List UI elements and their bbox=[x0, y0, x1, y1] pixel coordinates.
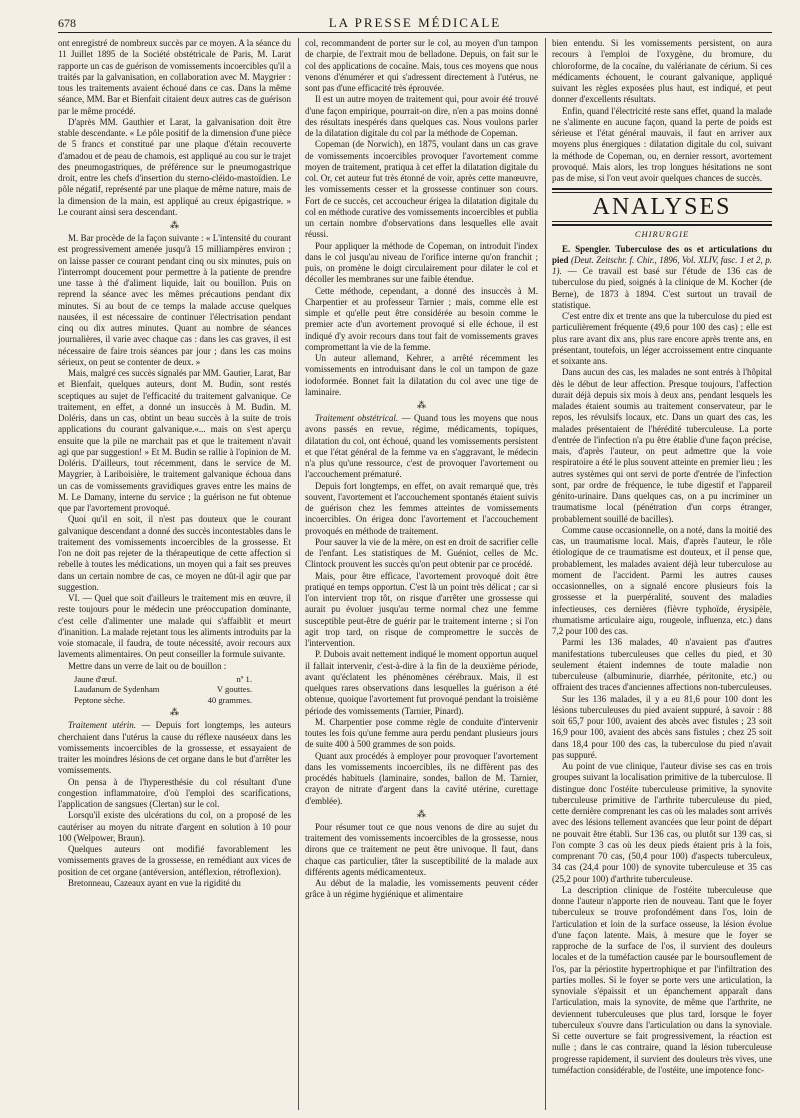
paragraph: Sur les 136 malades, il y a eu 81,6 pour 100 dont les lésions tuberculeuses du pied avaient suppuré, à savoir : 88 soit 65,7 pour 100, avaient des abcès avec fistules ; 23 soit 16,9 pour 100, avaient des abcès sans fistules ; chez 25 soit dans 18,4 pour 100 des cas, la tuberculose du pied n'avait pas suppuré. bbox=[552, 693, 772, 760]
banner-title: ANALYSES bbox=[552, 192, 772, 222]
paragraph bbox=[305, 413, 538, 481]
journal-title: LA PRESSE MÉDICALE bbox=[328, 15, 502, 30]
reference-summary: — Ce travail est basé sur l'étude de 136 cas de tuberculose du pied, soignés à la clinique de M. Kocher (de Berne), de 1873 à 1894. C'est surtout un travail de statistique. bbox=[552, 266, 772, 310]
recipe-ingredient: Laudanum de Sydenham bbox=[74, 684, 160, 695]
asterism-separator: ⁂ bbox=[170, 707, 179, 718]
asterism-separator: ⁂ bbox=[417, 400, 426, 410]
column-2 bbox=[305, 38, 538, 1113]
paragraph: Au point de vue clinique, l'auteur divise ses cas en trois groupes suivant la localisation primitive de la tuberculose. Il distingue donc l'ostéite tuberculeuse primitive, la synovite tuberculeuse primitive de l'arthrite tuberculeuse du pied, cette dernière comprenant les cas où les malades sont arrivés avec des lésions tellement avancées que leur point de départ ne pouvait être établi. Sur 136 cas, ou plutôt sur 139 cas, si l'on compte 3 cas où les deux pieds étaient pris à la fois, comprenant 70 cas, (50,4 pour 100) d'aspects tuberculeux, 34 cas (24,4 pour 100) de synovite tuberculeuse et 35 cas (25,2 pour 100) d'arthrite tuberculeuse. bbox=[552, 761, 772, 884]
paragraph: Mais, pour être efficace, l'avortement provoqué doit être pratiqué en temps opportun. C'est là un point très délicat ; car si l'on intervient trop tôt, on risque d'arrêter une grossesse qui aurait pu évoluer jusqu'au terme normal chez une femme susceptible peut-être de guérir par le traitement interne ; si l'on agit trop tard, on risque de compromettre le succès de l'intervention. bbox=[305, 570, 538, 648]
paragraph: C'est entre dix et trente ans que la tuberculose du pied est particulièrement fréquente (49,6 pour 100 des cas) ; elle est plus rare avant dix ans, plus rare encore après trente ans, en présentant, toutefois, un léger accroissement entre cinquante et soixante ans. bbox=[552, 311, 772, 366]
paragraph: Quant aux procédés à employer pour provoquer l'avortement dans les vomissements incoercibles, ils ne diffèrent pas des procédés habituels (laminaire, sondes, ballon de M. Tarnier, crayon de nitrate d'argent dans la cavité utérine, curettage d'emblée). bbox=[305, 750, 538, 806]
paragraph: Mais, malgré ces succès signalés par MM. Gautier, Larat, Bar et Bienfait, quelques auteurs, dont M. Budin, sont restés sceptiques au sujet de l'efficacité du traitement galvanique. Ce traitement, en effet, a donné un insuccès à M. Budin. M. Doléris, dans un cas, obtint un beau succès à la suite de trois applications du courant galvanique.«... mais on s'est aperçu ensuite que la pile ne marchait pas et que le traitement n'avait agi que par suggestion! » Et M. Budin se rallie à l'opinion de M. Doléris. D'ailleurs, tout récemment, dans le service de M. Maygrier, à Lariboisière, le traitement galvanique échoua dans un cas de vomissements gravidiques graves entre les mains de M. Le Damany, interne du service ; la guérison ne fut obtenue que par l'avortement provoqué. bbox=[58, 368, 291, 513]
recipe-ingredient: Jaune d'œuf. bbox=[74, 673, 118, 684]
section-title: Traitement utérin. bbox=[68, 720, 137, 731]
reference-author: E. Spengler. bbox=[562, 243, 611, 254]
paragraph: Pour appliquer la méthode de Copeman, on introduit l'index dans le col jusqu'au niveau de l'orifice interne qu'on franchit ; puis, on promène le doigt circulairement pour dilater le col et décoller les membranes sur une faible étendue. bbox=[305, 240, 538, 285]
reference-source: (Deut. Zeitschr. f. Chir., 1896, Vol. XLIV, fasc. 1 et 2, p. 1). bbox=[552, 254, 772, 276]
recipe-ingredient: Peptone sèche. bbox=[74, 694, 126, 705]
recipe-dose: V gouttes. bbox=[216, 684, 252, 695]
paragraph: Depuis fort longtemps, en effet, on avait remarqué que, très souvent, l'avortement et l'accouchement spontanés étaient suivis de guérison chez les femmes atteintes de vomissements incoercibles. On érigea donc l'avortement et l'accouchement provoqués en méthode de traitement. bbox=[305, 480, 538, 536]
column-1 bbox=[58, 38, 291, 1113]
paragraph: Pour sauver la vie de la mère, on est en droit de sacrifier celle de l'enfant. Les statistiques de M. Guéniot, celles de Mc. Clintock prouvent les succès qu'on peut obtenir par ce procédé. bbox=[305, 536, 538, 570]
page-number: 678 bbox=[58, 16, 76, 30]
recipe-dose: nº 1. bbox=[236, 673, 252, 684]
column-3 bbox=[552, 38, 772, 1113]
header-rule bbox=[58, 32, 772, 33]
recipe-dose: 40 grammes. bbox=[207, 694, 252, 705]
section-subtitle: CHIRURGIE bbox=[634, 229, 690, 240]
paragraph: La description clinique de l'ostéite tuberculeuse que donne l'auteur n'apporte rien de nouveau. Tant que le foyer tuberculeux se trouve profondément dans l'os, loin de l'articulation et loin de la surface osseuse, la lésion évolue d'une façon latente. Mais, à mesure que le foyer se rapproche de la surface de l'os, il survient des douleurs locales et de la tuméfaction causée par le boursouflement de l'os, par la périostite hypertrophique et par l'infiltration des parties molles. Si le foyer se porte vers une articulation, la synoviale s'épaissit et un épanchement apparaît dans l'articulation, mais la synovite, de même que l'arthrite, ne deviennent tuberculeuses que plus tard, lorsque le foyer tuberculeux s'ouvre dans l'articulation ou dans la synoviale. Si cette ouverture se fait progressivement, la réaction est nulle ; dans le cas contraire, quand la lésion tuberculeuse progresse rapidement, il survient des douleurs très vives, une tuméfaction considérable, de l'ostéite, une impotence fonc- bbox=[552, 884, 772, 1075]
recipe-item bbox=[74, 695, 291, 706]
paragraph: Lorsqu'il existe des ulcérations du col, on a proposé de les cautériser au moyen du nitrate d'argent en solution à 10 pour 100 (Welpower, Braun). bbox=[58, 810, 291, 843]
paragraph: Au début de la maladie, les vomissements peuvent céder grâce à un régime hygiénique et alimentaire bbox=[305, 878, 538, 900]
paragraph: On pensa à de l'hyperesthésie du col résultant d'une congestion inflammatoire, d'où l'emploi des scarifications, l'application de sangsues (Clertan) sur le col. bbox=[58, 776, 291, 809]
recipe-item bbox=[74, 674, 291, 685]
paragraph: Bretonneau, Cazeaux ayant en vue la rigidité du bbox=[68, 877, 241, 888]
reference-title: Tuberculose des os et articulations du pied bbox=[552, 243, 772, 265]
paragraph: Parmi les 136 malades, 40 n'avaient pas d'autres manifestations tuberculeuses que celles du pied, et 30 seulement étaient indemnes de toute maladie non tuberculeuse (albuminurie, diarrhée, péritonite, etc.) ou offraient des traces d'anciennes affections non-tuberculeuses. bbox=[552, 637, 772, 693]
paragraph: Quoi qu'il en soit, il n'est pas douteux que le courant galvanique descendant a donné des succès incontestables dans le traitement des vomissements incoercibles de la grossesse. Et l'on ne doit pas rejeter de la thérapeutique de cette affection si rebelle à toutes les médications, un moyen qui a fait ses preuves dans un certain nombre de cas, ce moyen ne dût-il agir que par suggestion. bbox=[58, 514, 291, 592]
paragraph: Cette méthode, cependant, a donné des insuccès à M. Charpentier et au professeur Tarnier ; mais, comme elle est simple et qu'elle peut être considérée au besoin comme le premier acte d'un avortement provoqué si elle échoue, il est indiqué d'y avoir recours dans tout fait de vomissements graves compromettant la vie de la femme. bbox=[305, 285, 538, 352]
paragraph: col, recommandent de porter sur le col, au moyen d'un tampon de charpie, de l'extrait mou de belladone. Depuis, on fait sur le col des applications de cocaïne. Mais, tous ces moyens que nous venons d'énumérer et qui s'adressent directement à l'utérus, ne sont pas d'une efficacité très éprouvée. bbox=[305, 38, 538, 93]
paragraph-text: — Quand tous les moyens que nous avons passés en revue, régime, médicaments, topiques, dilatation du col, ont échoué, quand les vomissements persistent et que l'état général de la femme va en s'aggravant, le médecin n'a plus qu'une ressource, c'est de provoquer l'avortement ou l'accouchement prématuré. bbox=[305, 413, 538, 480]
asterism-separator: ⁂ bbox=[417, 808, 426, 819]
recipe-item bbox=[74, 684, 291, 695]
recipe-list bbox=[74, 674, 291, 706]
paragraph: Il est un autre moyen de traitement qui, pour avoir été trouvé d'une façon empirique, pourrait-on dire, n'en a pas moins donné des résultats inespérés dans quelques cas. Nous voulons parler de la dilatation digitale du col par la méthode de Copeman. bbox=[305, 94, 538, 138]
paragraph bbox=[58, 720, 291, 776]
paragraph: Enfin, quand l'électricité reste sans effet, quand la malade ne s'alimente en aucune façon, quand la perte de poids est sérieuse et l'état général mauvais, il faut en arriver aux moyens plus énergiques : dilatation digitale du col, suivant la méthode de Copeman, ou, en dernier ressort, avortement provoqué. Mais alors, les trop longues hésitations ne sont pas de mise, si l'on veut avoir quelques chances de succès. bbox=[552, 105, 772, 183]
paragraph: bien entendu. Si les vomissements persistent, on aura recours à l'emploi de l'oxygène, du bromure, du chloroforme, de la cocaïne, du valérianate de cérium. Si ces médicaments échouent, le courant galvanique, appliqué suivant les règles exposées plus haut, est indiqué, et peut donner d'excellents résultats. bbox=[552, 38, 772, 105]
paragraph: M. Bar procède de la façon suivante : « L'intensité du courant est progressivement amenée jusqu'à 15 milliampères environ ; on laisse passer ce courant pendant cinq ou six minutes, puis on l'interrompt doucement pour permettre à la patiente de prendre une tasse à thé d'aliment liquide, lait ou bouillon. Puis on reprend la séance avec les mêmes précautions pendant dix minutes. Si au bout de ce temps la malade accuse quelques nausées, il est nécessaire de continuer l'électrisation pendant cinq ou dix autres minutes. Quant au nombre de séances journalières, il varie avec chaque cas : dans les cas graves, il est nécessaire de faire trois séances par jour ; dans les cas moins sérieux, on peut se contenter de deux. » bbox=[58, 233, 291, 367]
paragraph: P. Dubois avait nettement indiqué le moment opportun auquel il fallait intervenir, c'est-à-dire à la fin de la deuxième période, avant qu'éclatent les phénomènes cérébraux. Mais, il est quelques rares observations dans lesquelles la guérison a été obtenue, quoique l'avortement fut provoqué pendant la troisième période des vomissements (Tarnier, Pinard). bbox=[305, 649, 538, 716]
asterism-separator: ⁂ bbox=[170, 220, 179, 230]
paragraph: Un auteur allemand, Kehrer, a arrêté récemment les vomissements en introduisant dans le col un tampon de gaze iodoformée. Bonnet fait la dilatation du col avec une tige de laminaire. bbox=[305, 353, 538, 397]
paragraph: VI. — Quel que soit d'ailleurs le traitement mis en œuvre, il reste toujours pour le médecin une préoccupation dominante, c'est celle d'alimenter une malade qui s'affaiblit et meurt d'inanition. La malade rejetant tous les aliments introduits par la voie stomacale, il faudra, de toute nécessité, avoir recours aux lavements alimentaires. On peut conseiller la formule suivante. bbox=[58, 593, 291, 660]
section-title: Traitement obstétrical. bbox=[315, 413, 399, 423]
section-banner bbox=[552, 188, 772, 226]
paragraph-text: — Depuis fort longtemps, les auteurs cherchaient dans l'utérus la cause du réflexe nauséeux dans les vomissements incoercibles de la grossesse, et essayaient de traiter les moindres lésions de cet organe dans le but d'arrêter les vomissements. bbox=[58, 720, 291, 776]
paragraph: D'après MM. Gauthier et Larat, la galvanisation doit être stable descendante. « Le pôle positif de la dimension d'une pièce de 5 francs et constitué par une plaque d'étain recouverte d'amadou et de peau de chamois, est appliqué au cou sur le trajet des pneumogastriques, de préférence sur le pneumogastrique droit, entre les chefs d'insertion du sterno-cléido-mastoïdien. Le pôle négatif, représenté par une plaque de même nature, mais de la dimension de la main, est appliqué au creux épigastrique. » Le courant ainsi sera descendant. bbox=[58, 116, 291, 217]
paragraph: Mettre dans un verre de lait ou de bouillon : bbox=[68, 660, 227, 671]
column-divider bbox=[545, 38, 546, 1110]
paragraph: M. Charpentier pose comme règle de conduite d'intervenir toutes les fois qu'une femme aura perdu pendant plusieurs jours de suite 400 à 500 grammes de son poids. bbox=[305, 716, 538, 750]
paragraph: ont enregistré de nombreux succès par ce moyen. A la séance du 11 Juillet 1895 de la Société obstétricale de Paris, M. Larat rapporte un cas de guérison de vomissements incoercibles qu'il a traités par la galvanisation, en collaboration avec M. Maygrier : tous les traitements avaient échoué dans ce cas. Dans la même séance, MM. Bar et Bienfait citaient deux autres cas de guérison par le même procédé. bbox=[58, 38, 291, 116]
paragraph: Pour résumer tout ce que nous venons de dire au sujet du traitement des vomissements incoercibles de la grossesse, nous dirons que ce traitement ne peut être univoque. Il faut, dans chaque cas particulier, tâter la susceptibilité de la malade aux différents agents médicamenteux. bbox=[305, 821, 538, 877]
paragraph: Quelques auteurs ont modifié favorablement les vomissements graves de la grossesse, en remédiant aux vices de position de cet organe (antéversion, antéflexion, rétroflexion). bbox=[58, 844, 291, 877]
paragraph: Dans aucun des cas, les malades ne sont entrés à l'hôpital dès le début de leur affection. Presque toujours, l'affection durait déjà depuis six mois à deux ans, pendant lesquels les malades étaient soumis au traitement conservateur, par le repos, les révulsifs locaux, etc. Dans un quart des cas, les malades présentaient de l'hérédité tuberculeuse. La porte d'entrée de l'infection n'a pu être établie d'une façon précise, mais, d'après l'auteur, on peut admettre que la voie respiratoire a été le plus souvent atteinte en premier lieu ; les autres systèmes qui ont servi de porte d'entrée de l'infection sont, par ordre de fréquence, le tube digestif et l'appareil génito-urinaire. Dans quelques cas, on a pu incriminer un traumatisme local (pénétration d'un corps étranger, probablement souillé de bacilles). bbox=[552, 367, 772, 524]
paragraph: Comme cause occasionnelle, on a noté, dans la moitié des cas, un traumatisme local. Mais, d'après l'auteur, le rôle étiologique de ce traumatisme est douteux, et il pense que, probablement, les malades avaient déjà leur tuberculose au moment de l'accident. Parmi les autres causes occasionnelles, on a signalé encore plusieurs fois la grossesse et la puerpéralité, souvent des maladies infectieuses, ces dernières (fièvre typhoïde, érysipèle, rhumatisme articulaire aigu, rougeole, influenza, etc.) dans 7,2 pour 100 des cas. bbox=[552, 524, 772, 636]
column-divider bbox=[298, 38, 299, 1110]
reference-entry bbox=[552, 244, 772, 312]
paragraph: Copeman (de Norwich), en 1875, voulant dans un cas grave de vomissements incoercibles provoquer l'avortement comme moyen de traitement, pratiqua à cet effet la dilatation digitale du col. Or, cet auteur fut très étonné de voir, après cette manœuvre, les vomissements cesser et la grossesse continuer son cours. Fort de ce succès, cet accoucheur érigea la dilatation digitale du col en méthode curative des vomissements incoercibles et publia un certain nombre d'observations dans lesquelles elle avait réussi. bbox=[305, 139, 538, 240]
